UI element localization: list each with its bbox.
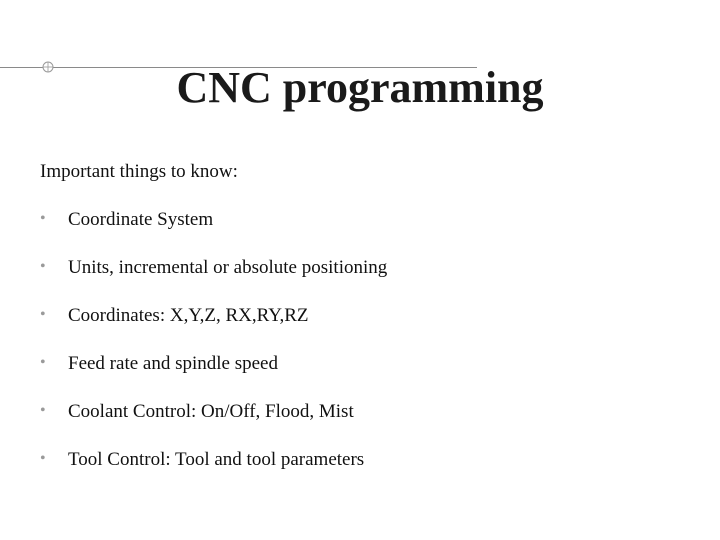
list-item-text: Coordinate System	[68, 209, 214, 230]
bullet-dot-icon: •	[40, 450, 46, 467]
bullet-dot-icon: •	[40, 306, 46, 323]
bullet-list	[40, 207, 387, 495]
bullet-dot-icon: •	[40, 258, 46, 275]
bullet-dot-icon: •	[40, 402, 46, 419]
list-item-text: Coolant Control: On/Off, Flood, Mist	[68, 401, 354, 422]
list-item-text: Feed rate and spindle speed	[68, 353, 278, 374]
list-item	[40, 351, 387, 399]
list-item-text: Tool Control: Tool and tool parameters	[68, 449, 365, 470]
list-item	[40, 447, 387, 495]
bullet-dot-icon: •	[40, 354, 46, 371]
list-item-text: Coordinates: X,Y,Z, RX,RY,RZ	[68, 305, 309, 326]
list-item	[40, 399, 387, 447]
list-item	[40, 207, 387, 255]
intro-text: Important things to know:	[40, 161, 238, 182]
list-item	[40, 303, 387, 351]
list-item	[40, 255, 387, 303]
list-item-text: Units, incremental or absolute positioning	[68, 257, 388, 278]
page-title: CNC programming	[176, 63, 544, 112]
bullet-dot-icon: •	[40, 210, 46, 227]
